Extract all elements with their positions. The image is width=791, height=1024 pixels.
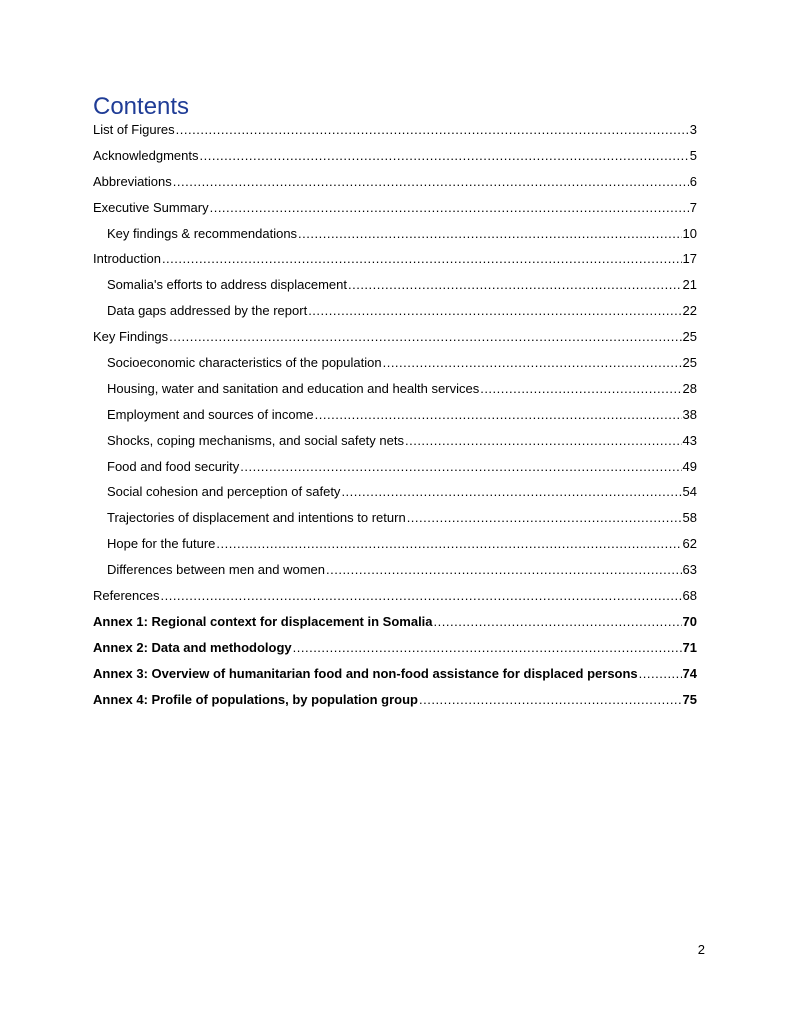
- toc-entry[interactable]: [93, 690, 697, 716]
- toc-entry[interactable]: [93, 612, 697, 638]
- toc-entry-label: References: [93, 588, 160, 604]
- toc-entry-label: Socioeconomic characteristics of the population: [107, 355, 382, 371]
- toc-dot-leader: [176, 120, 689, 140]
- toc-entry-page: 74: [682, 665, 697, 681]
- toc-entry-page: 68: [682, 588, 697, 604]
- page-number: 2: [697, 942, 705, 957]
- toc-entry-page: 25: [682, 329, 697, 345]
- toc-dot-leader: [348, 275, 682, 295]
- toc-entry-page: 49: [682, 458, 697, 474]
- toc-dot-leader: [480, 379, 681, 399]
- toc-entry[interactable]: [93, 120, 697, 146]
- toc-entry-label: Annex 1: Regional context for displacement in Somalia: [93, 613, 433, 629]
- toc-dot-leader: [315, 405, 682, 425]
- toc-entry[interactable]: [93, 457, 697, 483]
- toc-dot-leader: [419, 690, 682, 710]
- toc-entry[interactable]: [93, 560, 697, 586]
- toc-entry[interactable]: [93, 508, 697, 534]
- page-title: Contents: [93, 93, 190, 120]
- toc-entry-label: Annex 3: Overview of humanitarian food and non-food assistance for displaced persons: [93, 665, 638, 681]
- toc-entry-label: Data gaps addressed by the report: [107, 303, 308, 319]
- toc-entry[interactable]: [93, 664, 697, 690]
- toc-entry[interactable]: [93, 534, 697, 560]
- toc-entry[interactable]: [93, 275, 697, 301]
- toc-entry-label: Differences between men and women: [107, 562, 325, 578]
- toc-entry-page: 25: [682, 355, 697, 371]
- table-of-contents: [93, 120, 697, 715]
- toc-entry-label: Annex 4: Profile of populations, by population group: [93, 691, 418, 707]
- toc-entry-label: Food and food security: [107, 458, 240, 474]
- toc-dot-leader: [162, 249, 682, 269]
- toc-entry[interactable]: [93, 379, 697, 405]
- toc-entry-label: Housing, water and sanitation and education and health services: [107, 380, 480, 396]
- toc-dot-leader: [169, 327, 681, 347]
- toc-entry-page: 75: [682, 691, 697, 707]
- toc-entry[interactable]: [93, 638, 697, 664]
- toc-dot-leader: [639, 664, 682, 684]
- toc-entry[interactable]: [93, 327, 697, 353]
- toc-entry-label: Acknowledgments: [93, 147, 199, 163]
- toc-dot-leader: [240, 457, 681, 477]
- toc-entry-page: 62: [682, 536, 697, 552]
- toc-entry[interactable]: [93, 198, 697, 224]
- toc-dot-leader: [173, 172, 689, 192]
- toc-entry-label: Employment and sources of income: [107, 406, 314, 422]
- toc-entry-label: Key findings & recommendations: [107, 225, 298, 241]
- toc-entry[interactable]: [93, 301, 697, 327]
- toc-entry-label: Hope for the future: [107, 536, 216, 552]
- toc-entry-label: Executive Summary: [93, 199, 209, 215]
- toc-entry-page: 22: [682, 303, 697, 319]
- toc-dot-leader: [434, 612, 682, 632]
- toc-entry-page: 3: [689, 122, 697, 137]
- toc-dot-leader: [308, 301, 681, 321]
- toc-entry-label: Introduction: [93, 251, 161, 267]
- toc-entry-page: 6: [689, 173, 697, 189]
- toc-dot-leader: [200, 146, 689, 166]
- toc-dot-leader: [298, 224, 681, 244]
- toc-entry-label: Somalia's efforts to address displacement: [107, 277, 347, 293]
- toc-dot-leader: [216, 534, 681, 554]
- toc-entry-label: Shocks, coping mechanisms, and social safety nets: [107, 432, 404, 448]
- toc-entry-page: 38: [682, 406, 697, 422]
- toc-entry-page: 17: [682, 251, 697, 267]
- toc-dot-leader: [326, 560, 682, 580]
- toc-entry-label: List of Figures: [93, 122, 175, 137]
- toc-entry[interactable]: [93, 482, 697, 508]
- toc-dot-leader: [407, 508, 682, 528]
- toc-entry-label: Social cohesion and perception of safety: [107, 484, 341, 500]
- toc-dot-leader: [383, 353, 682, 373]
- toc-entry[interactable]: [93, 224, 697, 250]
- toc-dot-leader: [160, 586, 681, 606]
- toc-entry-page: 54: [682, 484, 697, 500]
- toc-entry-page: 71: [682, 639, 697, 655]
- toc-entry[interactable]: [93, 431, 697, 457]
- toc-entry-page: 43: [682, 432, 697, 448]
- toc-entry[interactable]: [93, 586, 697, 612]
- toc-entry-label: Key Findings: [93, 329, 169, 345]
- toc-entry-page: 58: [682, 510, 697, 526]
- toc-dot-leader: [341, 482, 681, 502]
- toc-entry[interactable]: [93, 146, 697, 172]
- toc-entry[interactable]: [93, 353, 697, 379]
- toc-entry-page: 70: [682, 613, 697, 629]
- toc-entry[interactable]: [93, 405, 697, 431]
- toc-dot-leader: [405, 431, 682, 451]
- toc-entry[interactable]: [93, 172, 697, 198]
- toc-entry-page: 63: [682, 562, 697, 578]
- toc-dot-leader: [210, 198, 689, 218]
- toc-entry-label: Annex 2: Data and methodology: [93, 639, 292, 655]
- toc-entry[interactable]: [93, 249, 697, 275]
- toc-entry-page: 21: [682, 277, 697, 293]
- toc-entry-page: 28: [682, 380, 697, 396]
- toc-dot-leader: [293, 638, 682, 658]
- toc-entry-page: 7: [689, 199, 697, 215]
- toc-entry-page: 5: [689, 147, 697, 163]
- toc-entry-label: Trajectories of displacement and intentions to return: [107, 510, 406, 526]
- toc-entry-page: 10: [682, 225, 697, 241]
- toc-entry-label: Abbreviations: [93, 173, 172, 189]
